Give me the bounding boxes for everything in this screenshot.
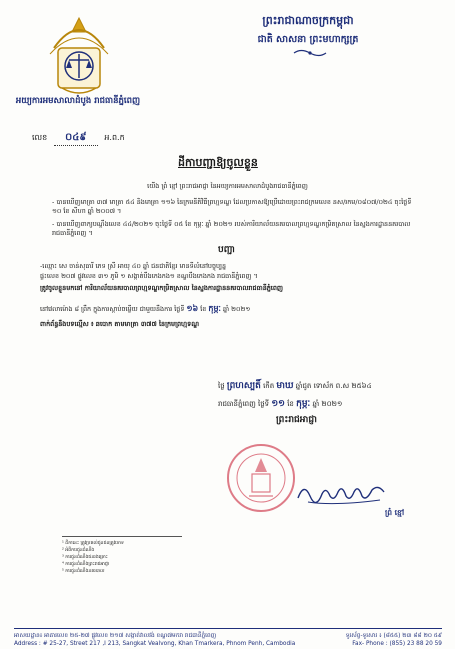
footer-address-kh: អាសយដ្ឋាន៖ អាគារលេខ ២៥-២៧ ផ្លូវលេខ ២១៧ សង្កាត់វាលវង់ ខណ្ឌ៧មករា រាជធានីភ្នំពេញ xyxy=(14,633,217,639)
order-line-4: នៅវេលាម៉ោង ៨ ព្រឹក ក្នុងការស្តាប់ចម្លើយ ជាមួយនឹងការ xyxy=(40,305,173,313)
intro-line: យើង ព្រំ ខ្មៅ ព្រះរាជអាជ្ញា នៃអយ្យការអមសាលាដំបូងរាជធានីភ្នំពេញ xyxy=(147,182,308,190)
footer-address-en: Address : # 25-27, Street 217 ,I 213, Sangkat Vealvong, Khan Tmarkera, Phnom Penh, Cambodia xyxy=(14,641,296,647)
kingdom-header xyxy=(248,14,368,47)
footer xyxy=(14,632,442,648)
solar-month-label: ខែ xyxy=(287,400,294,408)
solar-prefix: រាជធានីភ្នំពេញ ថ្ងៃទី xyxy=(218,400,270,408)
recital-1: - បានឃើញមាត្រា ៣៧ មាត្រា ៥៤ និងមាត្រា ១១៦ នៃក្រមនីតិវិធីព្រហ្មទណ្ឌ ដែលប្រកាសឱ្យប្រើដោយព្រះរាជក្រមលេខ នស/រកម/០៨០៧/០២៤ ចុះថ្ងៃទី ១០ ខែ សីហា ឆ្នាំ ២០០៧ ។ xyxy=(52,198,412,215)
signature-icon xyxy=(294,478,386,508)
solar-year: ឆ្នាំ ២០២១ xyxy=(312,400,343,408)
court-name: អយ្យការអមសាលាដំបូង រាជធានីភ្នំពេញ xyxy=(15,96,141,106)
appearance-date xyxy=(40,304,415,314)
footer-divider xyxy=(14,628,442,629)
lunar-suffix: ឆ្នាំជូត ទោស័ក ព.ស ២៥៦៤ xyxy=(295,382,372,390)
appearance-month: កុម្ភៈ xyxy=(208,304,221,313)
footnote-2: ² អំពីការជូនដំណឹង xyxy=(62,548,95,553)
document-title: ដីកាបញ្ជាឱ្យចូលខ្លួន xyxy=(178,156,258,169)
official-seal-icon xyxy=(225,442,297,514)
document-number xyxy=(32,130,125,146)
footer-phone-kh: ទូរស័ព្ទ-ទូរសារ ៖ (៨៥៥) ២៣ ៨៨ ២០ ៥៩ xyxy=(345,633,442,639)
signer-name: ព្រំ ខ្មៅ xyxy=(385,508,405,517)
document-number-suffix: អ.ព.ក xyxy=(104,133,125,142)
solar-date xyxy=(218,398,342,411)
footnote-5: ⁵ ការជូនដំណឹងនគរបាល xyxy=(62,569,105,574)
order-line-3: ត្រូវចូលខ្លួនមកនៅ ការិយាល័យនគរបាលព្រហ្មទណ្ឌកម្រិតស្រាល នៃស្នងការដ្ឋាននគរបាលរាជធានីភ្នំពេញ xyxy=(40,284,283,292)
appearance-day-label: ថ្ងៃទី xyxy=(174,305,185,313)
document-number-value: ០៤៩ xyxy=(54,130,98,146)
footnote-divider xyxy=(62,536,182,537)
solar-day: ១១ xyxy=(271,399,285,409)
lunar-prefix: ថ្ងៃ xyxy=(218,382,225,390)
appearance-day: ១៦ xyxy=(186,304,199,313)
footnotes xyxy=(62,540,212,575)
lunar-date xyxy=(218,380,372,393)
kingdom-title: ព្រះរាជាណាចក្រកម្ពុជា xyxy=(262,14,354,27)
lunar-month: មាឃ xyxy=(276,381,294,391)
document-number-label: លេខ xyxy=(32,133,48,142)
ornament-icon xyxy=(292,48,328,58)
footnote-4: ⁴ ការជូនដំណឹងព្រះរាជអាជ្ញា xyxy=(62,562,110,567)
appearance-month-label: ខែ xyxy=(200,305,207,313)
signatory-title: ព្រះរាជអាជ្ញា xyxy=(276,415,317,425)
appearance-year: ឆ្នាំ ២០២១ xyxy=(223,305,251,313)
footnote-3: ³ ការជូនដំណឹងជនរងគ្រោះ xyxy=(62,555,108,560)
order-heading: បញ្ជា xyxy=(218,245,235,255)
purpose-line: ពាក់ព័ន្ធនឹងបទល្មើស ៖ ឆបោក តាមមាត្រា ៣៧៧ នៃក្រមព្រហ្មទណ្ឌ xyxy=(40,320,200,328)
court-emblem-icon xyxy=(44,14,114,98)
solar-month: កុម្ភៈ xyxy=(296,399,311,409)
national-motto: ជាតិ សាសនា ព្រះមហាក្សត្រ xyxy=(257,34,359,45)
recital-2: - បានឃើញពាក្យបណ្តឹងលេខ ៤៤/២០២១ ចុះថ្ងៃទី ០៥ ខែ កុម្ភៈ ឆ្នាំ ២០២១ របស់ការិយាល័យនគរបាលព្រហ្មទណ្ឌកម្រិតស្រាល នៃស្នងការដ្ឋាននគរបាលរាជធានីភ្នំពេញ ។ xyxy=(52,220,411,237)
order-line-2: ផ្ទះលេខ ២០៧ ផ្លូវលេខ ៣១ ភូមិ ១ សង្កាត់បឹងកេងកង១ ខណ្ឌបឹងកេងកង រាជធានីភ្នំពេញ ។ xyxy=(40,272,258,280)
lunar-day: ព្រហស្បតិ៍ xyxy=(226,381,261,391)
footer-phone-en: Fax- Phone : (855) 23 88 20 59 xyxy=(352,641,442,647)
lunar-mid: កើត xyxy=(263,382,275,390)
order-line-1: -ឈ្មោះ សេ ចាន់សុធារី ភេទ ស្រី អាយុ ៤០ ឆ្នាំ ជនជាតិខ្មែរ មានទីលំនៅបច្ចុប្បន្ន xyxy=(40,262,227,270)
footnote-1: ¹ ដីកានេះ ត្រូវប្រគល់ជូនជនត្រូវចោទ xyxy=(62,541,124,546)
